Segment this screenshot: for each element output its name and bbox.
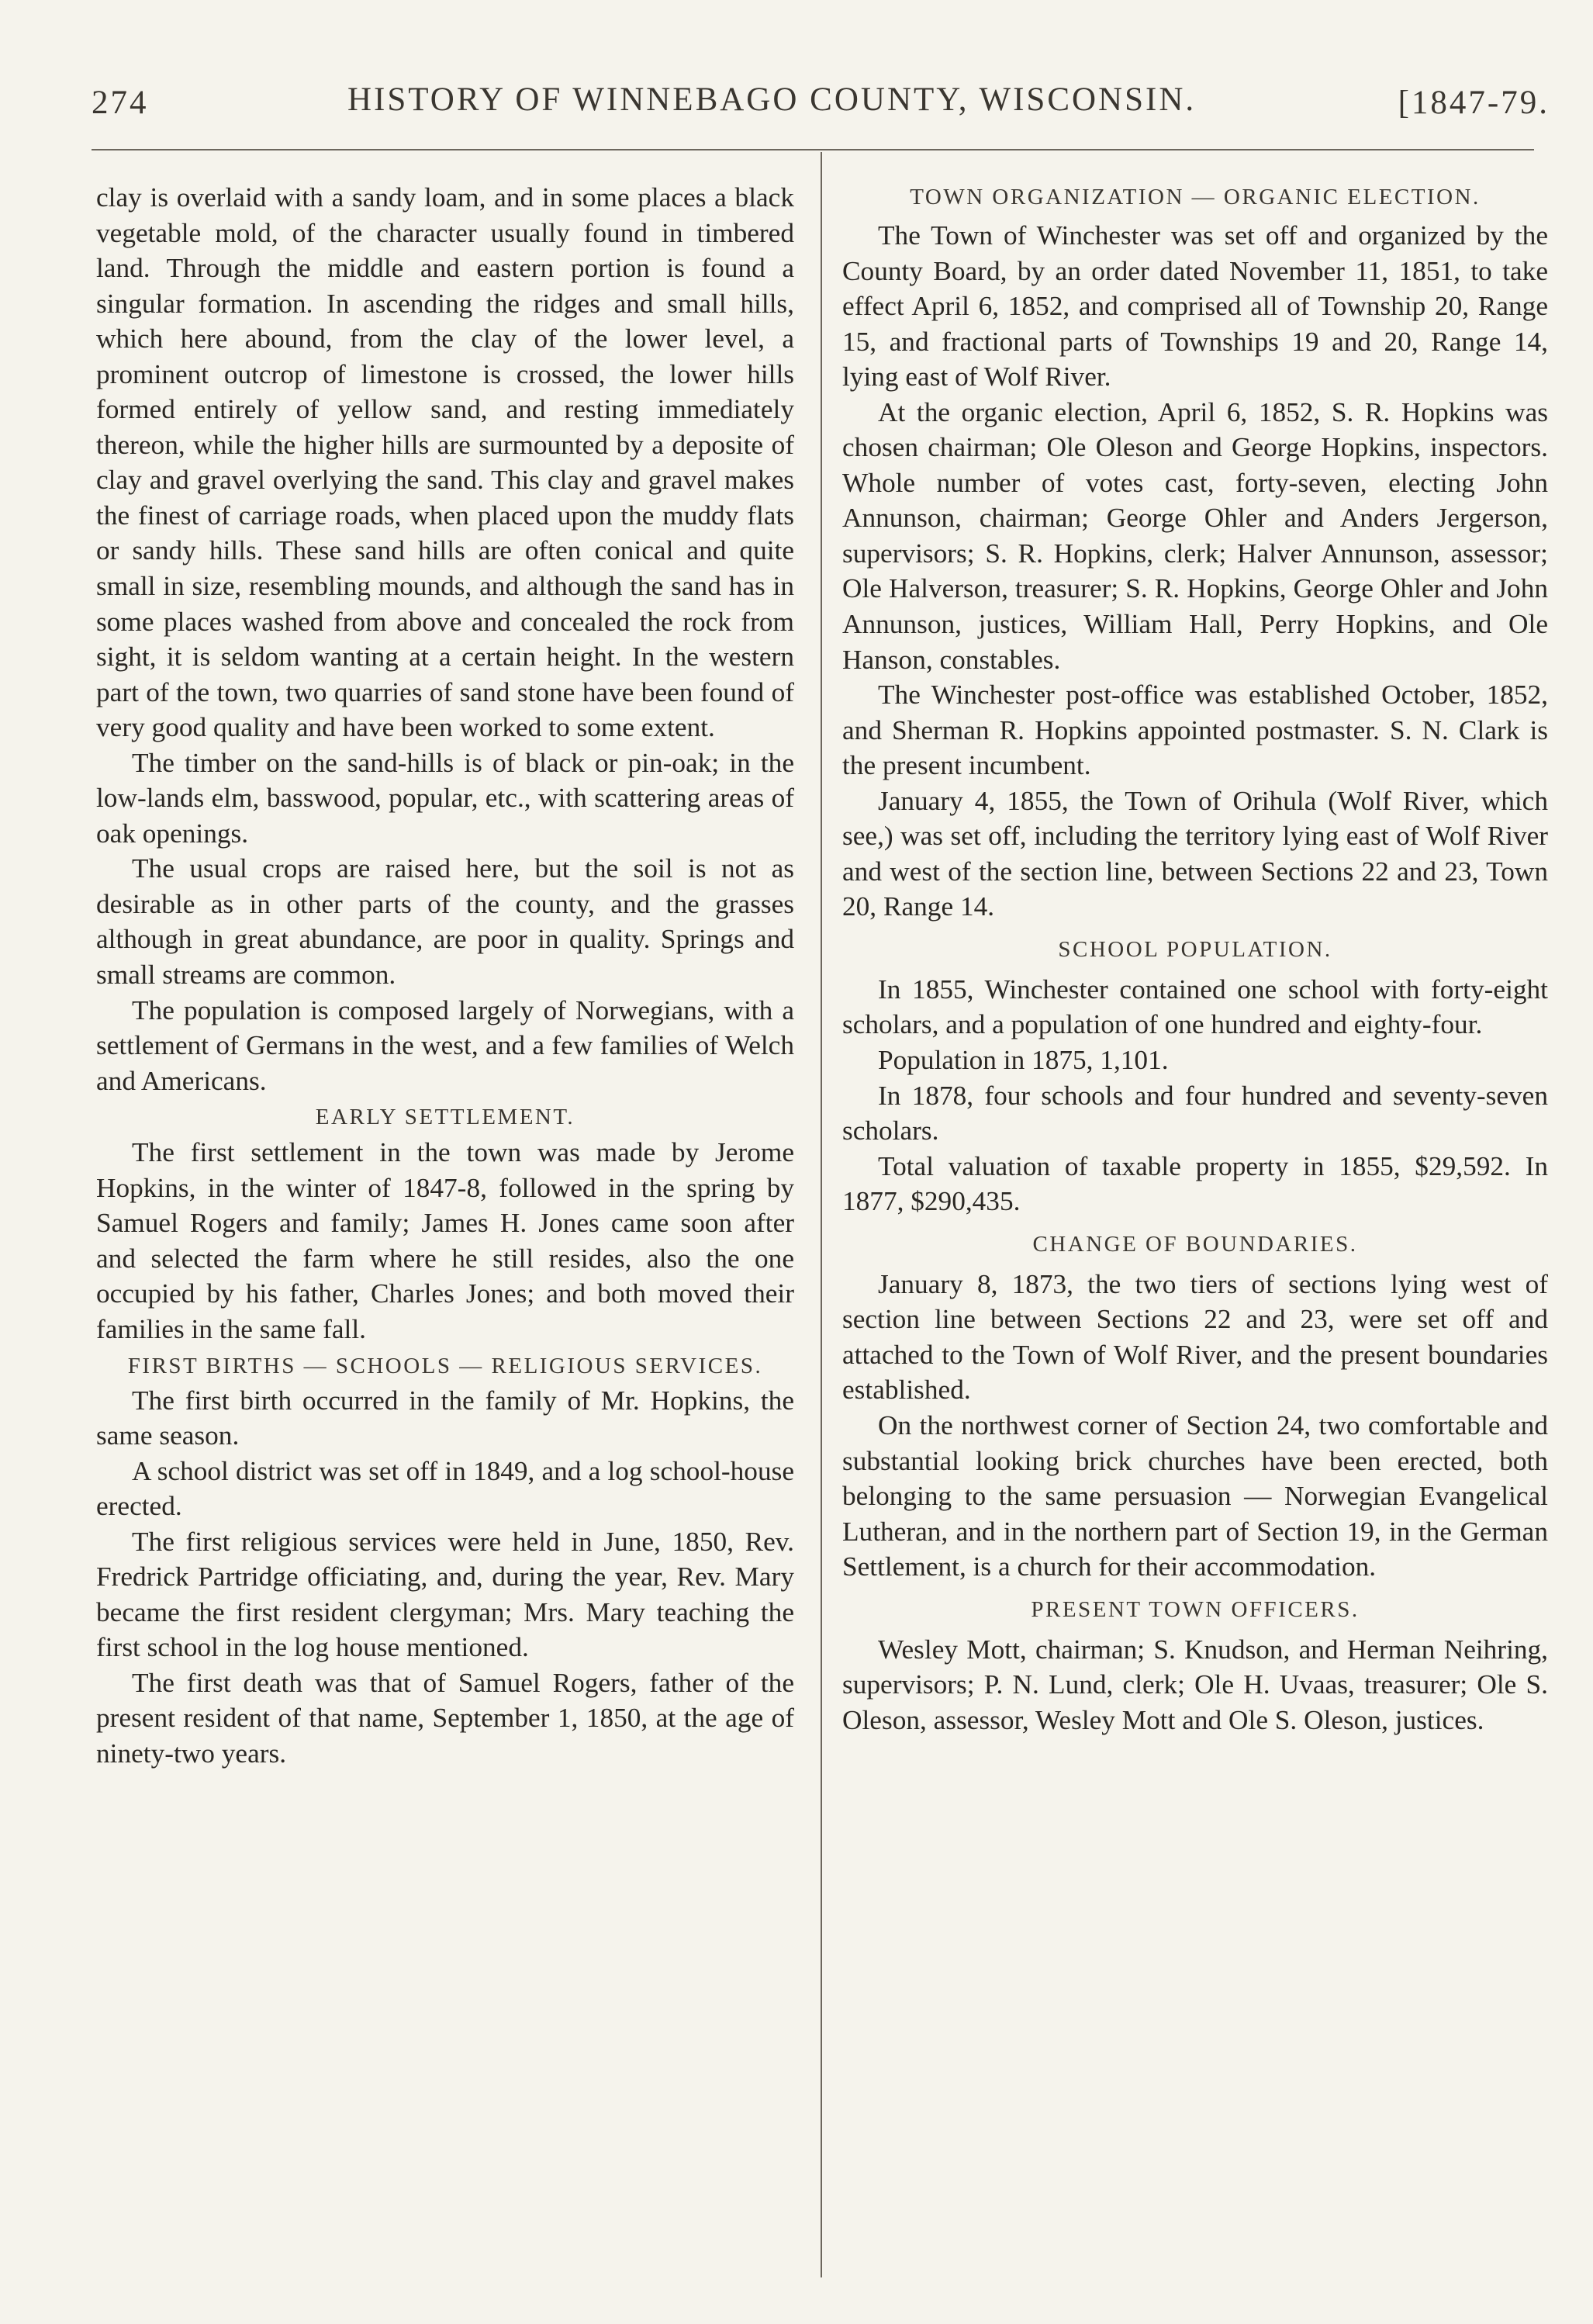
section-heading-first-births: FIRST BIRTHS — SCHOOLS — RELIGIOUS SERVICES. — [127, 1353, 763, 1378]
paragraph: January 8, 1873, the two tiers of sections lying west of section line between Sections 22 and 23, were set off and attached to the Town of Wolf River, and the present boundaries established. — [842, 1268, 1548, 1406]
paragraph: Total valuation of taxable property in 1855, $29,592. In 1877, $290,435. — [842, 1150, 1548, 1217]
running-header — [92, 74, 1550, 129]
paragraph: The Town of Winchester was set off and organized by the County Board, by an order dated November 11, 1851, to take effect April 6, 1852, and comprised all of Township 20, Range 15, and fractional parts of Townships 19 and 20, Range 14, lying east of Wolf River. — [842, 220, 1548, 393]
section-heading-early-settlement: EARLY SETTLEMENT. — [315, 1105, 575, 1130]
paragraph: The first death was that of Samuel Rogers, father of the present resident of that name, September 1, 1850, at the age of ninety-two years. — [96, 1667, 794, 1769]
left-column — [96, 180, 794, 1772]
paragraph: The timber on the sand-hills is of black or pin-oak; in the low-lands elm, basswood, popular, etc., with scattering areas of oak openings. — [96, 747, 794, 849]
paragraph: The first settlement in the town was made by Jerome Hopkins, in the winter of 1847-8, followed in the spring by Samuel Rogers and family; James H. Jones came soon after and selected the farm where he still resides, also the one occupied by his father, Charles Jones; and both moved their families in the same fall. — [96, 1137, 794, 1344]
paragraph: Population in 1875, 1,101. — [878, 1045, 1169, 1076]
paragraph: The Winchester post-office was established October, 1852, and Sherman R. Hopkins appointed postmaster. S. N. Clark is the present incumbent. — [842, 680, 1548, 781]
paragraph: A school district was set off in 1849, and a log school-house erected. — [96, 1455, 794, 1522]
paragraph: clay is overlaid with a sandy loam, and in some places a black vegetable mold, of the character usually found in timbered land. Through the middle and eastern portion is found a singular formation. In ascending the ridges and small hills, which here abound, from the clay of the lower level, a prominent outcrop of limestone is crossed, the lower hills formed entirely of yellow sand, and resting immediately thereon, while the higher hills are surmounted by a deposite of clay and gravel overlying the sand. This clay and gravel makes the finest of carriage roads, when placed upon the muddy flats or sandy hills. These sand hills are often conical and quite small in size, resembling mounds, and although the sand has in some places washed from above and concealed the rock from sight, it is seldom wanting at a certain height. In the western part of the town, two quarries of sand stone have been found of very good quality and have been worked to some extent. — [96, 182, 794, 743]
paragraph: Wesley Mott, chairman; S. Knudson, and Herman Neihring, supervisors; P. N. Lund, clerk; Ole H. Uvaas, treasurer; Ole S. Oleson, assessor, Wesley Mott and Ole S. Oleson, justices. — [842, 1634, 1548, 1735]
section-heading-town-organization: TOWN ORGANIZATION — ORGANIC ELECTION. — [910, 185, 1481, 209]
paragraph: In 1855, Winchester contained one school with forty-eight scholars, and a population of one hundred and eighty-four. — [842, 974, 1548, 1040]
section-heading-present-town-officers: PRESENT TOWN OFFICERS. — [1031, 1596, 1360, 1622]
page-number: 274 — [92, 85, 149, 121]
paragraph: On the northwest corner of Section 24, two comfortable and substantial looking brick churches have been erected, both belonging to the same persuasion — Norwegian Evangelical Lutheran, and in the northern part of Section 19, in the German Settlement, is a church for their accommodation. — [842, 1409, 1548, 1582]
year-range: [1847-79. — [1398, 85, 1550, 121]
page-title: HISTORY OF WINNEBAGO COUNTY, WISCONSIN. — [347, 81, 1197, 118]
paragraph: At the organic election, April 6, 1852, S. R. Hopkins was chosen chairman; Ole Oleson and George Hopkins, inspectors. Whole number of votes cast, forty-seven, electing John Annunson, chairman; George Ohler and Anders Jergerson, supervisors; S. R. Hopkins, clerk; Halver Annunson, assessor; Ole Halverson, treasurer; S. R. Hopkins, George Ohler and John Annunson, justices, William Hall, Perry Hopkins, and Ole Hanson, constables. — [842, 396, 1548, 675]
paragraph: The usual crops are raised here, but the soil is not as desirable as in other parts of the county, and the grasses although in great abundance, are poor in quality. Springs and small streams are common. — [96, 853, 794, 991]
paragraph: The first religious services were held in June, 1850, Rev. Fredrick Partridge officiating, and, during the year, Rev. Mary became the first resident clergyman; Mrs. Mary teaching the first school in the log house mentioned. — [96, 1526, 794, 1663]
header-rule — [92, 149, 1534, 150]
right-column — [842, 180, 1548, 1738]
section-heading-school-population: SCHOOL POPULATION. — [1058, 936, 1332, 962]
paragraph: January 4, 1855, the Town of Orihula (Wolf River, which see,) was set off, including the territory lying east of Wolf River and west of the section line, between Sections 22 and 23, Town 20, Range 14. — [842, 785, 1548, 922]
column-divider — [821, 152, 822, 2277]
paragraph: The first birth occurred in the family of Mr. Hopkins, the same season. — [96, 1385, 794, 1451]
paragraph: In 1878, four schools and four hundred and seventy-seven scholars. — [842, 1080, 1548, 1146]
section-heading-change-of-boundaries: CHANGE OF BOUNDARIES. — [1032, 1231, 1358, 1257]
paragraph: The population is composed largely of Norwegians, with a settlement of Germans in the west, and a few families of Welch and Americans. — [96, 994, 794, 1096]
